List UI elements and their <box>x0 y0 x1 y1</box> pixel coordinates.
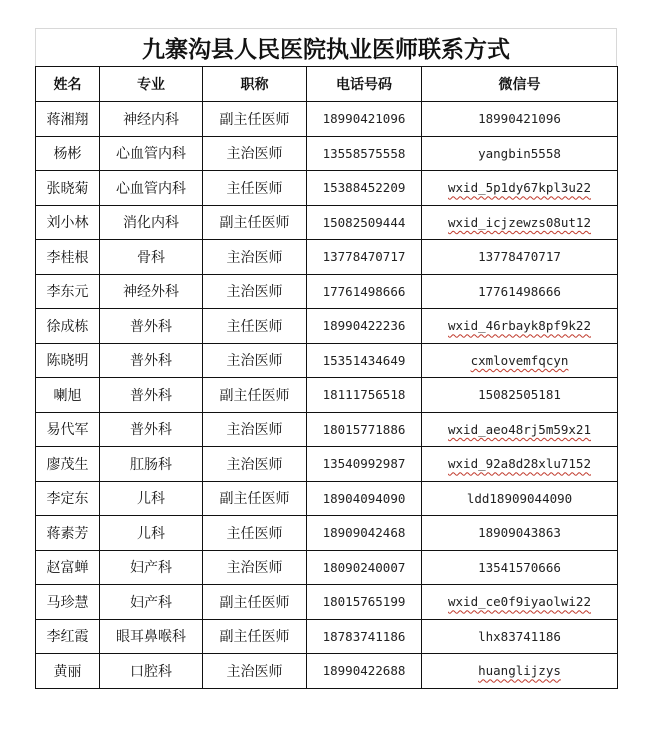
name-cell-text: 徐成栋 <box>46 318 89 335</box>
phone-cell <box>307 481 422 516</box>
table-row <box>36 654 618 689</box>
title-cell-text: 主治医师 <box>226 353 283 370</box>
phone-cell-text: 18990422236 <box>322 318 406 334</box>
phone-cell <box>307 585 422 620</box>
name-cell <box>36 309 100 344</box>
dept-cell <box>100 343 203 378</box>
phone-cell <box>307 378 422 413</box>
phone-cell <box>307 654 422 689</box>
wechat-cell <box>422 274 618 309</box>
title-cell-text: 主治医师 <box>226 249 283 266</box>
wechat-cell-text: wxid_92a8d28xlu7152 <box>448 456 591 472</box>
name-cell-text: 李定东 <box>46 491 89 508</box>
table-row <box>36 205 618 240</box>
header-title: 职称 <box>203 67 307 102</box>
wechat-cell-text: yangbin5558 <box>478 145 561 161</box>
dept-cell-text: 普外科 <box>130 387 172 404</box>
title-cell <box>203 481 307 516</box>
title-cell-text: 主治医师 <box>226 146 283 163</box>
table-row <box>36 412 618 447</box>
phone-cell <box>307 274 422 309</box>
table-row <box>36 447 618 482</box>
title-cell <box>203 240 307 275</box>
phone-cell <box>307 343 422 378</box>
title-cell <box>203 654 307 689</box>
name-cell-text: 蒋素芳 <box>46 525 89 542</box>
name-cell-text: 陈晓明 <box>46 353 89 370</box>
dept-cell-text: 神经内科 <box>123 111 179 128</box>
dept-cell <box>100 654 203 689</box>
header-row <box>36 67 618 102</box>
dept-cell-text: 普外科 <box>130 318 172 335</box>
wechat-cell <box>422 171 618 206</box>
wechat-cell <box>422 240 618 275</box>
dept-cell <box>100 516 203 551</box>
dept-cell-text: 口腔科 <box>130 663 172 680</box>
name-cell <box>36 240 100 275</box>
title-cell-text: 副主任医师 <box>219 629 290 646</box>
wechat-cell-text: ldd18909044090 <box>466 490 573 506</box>
title-cell <box>203 171 307 206</box>
name-cell <box>36 205 100 240</box>
name-cell <box>36 412 100 447</box>
dept-cell-text: 儿科 <box>137 525 165 542</box>
phone-cell-text: 18904094090 <box>322 490 406 506</box>
title-cell-text: 副主任医师 <box>219 491 290 508</box>
name-cell-text: 廖茂生 <box>46 456 89 473</box>
table-row <box>36 240 618 275</box>
wechat-cell <box>422 102 618 137</box>
phone-cell-text: 18111756518 <box>322 387 406 403</box>
table-row <box>36 309 618 344</box>
name-cell <box>36 171 100 206</box>
table-row <box>36 136 618 171</box>
dept-cell <box>100 585 203 620</box>
title-cell <box>203 136 307 171</box>
table-row <box>36 619 618 654</box>
title-cell-text: 副主任医师 <box>219 111 290 128</box>
table-row <box>36 516 618 551</box>
phone-cell-text: 18015771886 <box>322 421 406 437</box>
table-body <box>36 102 618 689</box>
name-cell <box>36 447 100 482</box>
name-cell <box>36 136 100 171</box>
table-row <box>36 585 618 620</box>
title-cell-text: 主任医师 <box>226 318 283 335</box>
dept-cell-text: 消化内科 <box>123 215 179 232</box>
wechat-cell-text: huanglijzys <box>478 663 561 679</box>
name-cell-text: 李红霞 <box>46 629 89 646</box>
wechat-cell <box>422 619 618 654</box>
table-row <box>36 171 618 206</box>
name-cell <box>36 481 100 516</box>
dept-cell-text: 眼耳鼻喉科 <box>116 629 186 646</box>
title-cell-text: 副主任医师 <box>219 387 290 404</box>
dept-cell-text: 儿科 <box>137 491 165 508</box>
wechat-cell <box>422 516 618 551</box>
phone-cell <box>307 550 422 585</box>
phone-cell-text: 18909042468 <box>322 525 406 541</box>
wechat-cell <box>422 550 618 585</box>
wechat-cell-text: wxid_ce0f9iyaolwi22 <box>448 594 591 610</box>
dept-cell-text: 妇产科 <box>130 594 172 611</box>
name-cell <box>36 654 100 689</box>
phone-cell <box>307 412 422 447</box>
name-cell <box>36 378 100 413</box>
name-cell-text: 李东元 <box>46 284 89 301</box>
header-dept: 专业 <box>100 67 203 102</box>
title-cell-text: 主治医师 <box>226 560 283 577</box>
wechat-cell <box>422 654 618 689</box>
table-row <box>36 550 618 585</box>
title-cell <box>203 516 307 551</box>
name-cell-text: 张晓菊 <box>46 180 89 197</box>
wechat-cell <box>422 585 618 620</box>
name-cell <box>36 274 100 309</box>
phone-cell-text: 15388452209 <box>322 180 406 196</box>
dept-cell <box>100 412 203 447</box>
dept-cell <box>100 550 203 585</box>
title-cell <box>203 412 307 447</box>
title-cell-text: 主治医师 <box>226 663 283 680</box>
wechat-cell <box>422 447 618 482</box>
wechat-cell-text: wxid_5p1dy67kpl3u22 <box>448 180 591 196</box>
title-cell <box>203 550 307 585</box>
phone-cell-text: 15351434649 <box>322 352 406 368</box>
phone-cell-text: 17761498666 <box>322 283 406 299</box>
header-phone: 电话号码 <box>307 67 422 102</box>
title-cell-text: 主治医师 <box>226 456 283 473</box>
dept-cell-text: 心血管内科 <box>116 180 186 197</box>
phone-cell-text: 13778470717 <box>322 249 406 265</box>
wechat-cell <box>422 136 618 171</box>
phone-cell-text: 18015765199 <box>322 594 406 610</box>
wechat-cell <box>422 481 618 516</box>
dept-cell-text: 普外科 <box>130 422 172 439</box>
table-row <box>36 481 618 516</box>
wechat-cell-text: wxid_46rbayk8pf9k22 <box>448 318 591 334</box>
wechat-cell-text: 17761498666 <box>478 283 561 299</box>
name-cell-text: 赵富蝉 <box>46 560 89 577</box>
dept-cell <box>100 102 203 137</box>
dept-cell <box>100 274 203 309</box>
phone-cell-text: 18990422688 <box>322 663 406 679</box>
dept-cell-text: 肛肠科 <box>130 456 172 473</box>
table-row <box>36 343 618 378</box>
dept-cell <box>100 447 203 482</box>
wechat-cell-text: cxmlovemfqcyn <box>470 352 569 368</box>
wechat-cell-text: 15082505181 <box>478 387 561 403</box>
wechat-cell <box>422 412 618 447</box>
title-cell <box>203 378 307 413</box>
name-cell-text: 黄丽 <box>53 663 82 680</box>
phone-cell <box>307 447 422 482</box>
title-cell <box>203 309 307 344</box>
title-cell <box>203 447 307 482</box>
title-cell <box>203 205 307 240</box>
name-cell-text: 杨彬 <box>53 146 82 163</box>
phone-cell-text: 15082509444 <box>322 214 406 230</box>
wechat-cell-text: 18909043863 <box>478 525 561 541</box>
dept-cell-text: 心血管内科 <box>116 146 186 163</box>
wechat-cell-text: 13778470717 <box>478 249 561 265</box>
wechat-cell <box>422 309 618 344</box>
title-cell <box>203 343 307 378</box>
dept-cell-text: 神经外科 <box>123 284 179 301</box>
title-cell-text: 主治医师 <box>226 284 283 301</box>
wechat-cell <box>422 343 618 378</box>
title-cell <box>203 274 307 309</box>
name-cell <box>36 550 100 585</box>
dept-cell <box>100 136 203 171</box>
dept-cell <box>100 378 203 413</box>
phone-cell <box>307 205 422 240</box>
name-cell-text: 喇旭 <box>53 387 82 404</box>
header-name: 姓名 <box>36 67 100 102</box>
wechat-cell-text: lhx83741186 <box>478 628 561 644</box>
phone-cell <box>307 309 422 344</box>
name-cell <box>36 102 100 137</box>
name-cell-text: 马珍慧 <box>46 594 89 611</box>
phone-cell-text: 18090240007 <box>322 559 406 575</box>
spreadsheet <box>35 28 617 689</box>
name-cell <box>36 585 100 620</box>
wechat-cell-text: wxid_aeo48rj5m59x21 <box>448 421 591 437</box>
phone-cell <box>307 102 422 137</box>
dept-cell <box>100 240 203 275</box>
table-row <box>36 102 618 137</box>
title-cell-text: 副主任医师 <box>219 594 290 611</box>
title-row <box>35 28 617 66</box>
title-cell-text: 主任医师 <box>226 525 283 542</box>
title-cell <box>203 619 307 654</box>
name-cell <box>36 619 100 654</box>
name-cell <box>36 516 100 551</box>
header-wechat: 微信号 <box>422 67 618 102</box>
page-title: 九寨沟县人民医院执业医师联系方式 <box>142 36 510 63</box>
title-cell-text: 主任医师 <box>226 180 283 197</box>
phone-cell <box>307 619 422 654</box>
name-cell <box>36 343 100 378</box>
dept-cell-text: 妇产科 <box>130 560 172 577</box>
name-cell-text: 李桂根 <box>46 249 89 266</box>
name-cell-text: 蒋湘翔 <box>46 111 89 128</box>
phone-cell <box>307 136 422 171</box>
dept-cell <box>100 481 203 516</box>
phone-cell <box>307 240 422 275</box>
phone-cell-text: 18783741186 <box>322 628 406 644</box>
doctor-contact-table <box>35 66 618 689</box>
dept-cell <box>100 205 203 240</box>
phone-cell <box>307 171 422 206</box>
dept-cell <box>100 309 203 344</box>
dept-cell <box>100 171 203 206</box>
dept-cell <box>100 619 203 654</box>
wechat-cell <box>422 378 618 413</box>
name-cell-text: 易代军 <box>46 422 89 439</box>
phone-cell-text: 13558575558 <box>322 145 406 161</box>
title-cell-text: 主治医师 <box>226 422 283 439</box>
table-row <box>36 274 618 309</box>
phone-cell-text: 13540992987 <box>322 456 406 472</box>
dept-cell-text: 骨科 <box>137 249 165 266</box>
phone-cell <box>307 516 422 551</box>
wechat-cell-text: wxid_icjzewzs08ut12 <box>448 214 591 230</box>
title-cell <box>203 102 307 137</box>
title-cell-text: 副主任医师 <box>219 215 290 232</box>
wechat-cell-text: 18990421096 <box>478 111 561 127</box>
table-row <box>36 378 618 413</box>
dept-cell-text: 普外科 <box>130 353 172 370</box>
wechat-cell-text: 13541570666 <box>478 559 561 575</box>
wechat-cell <box>422 205 618 240</box>
title-cell <box>203 585 307 620</box>
phone-cell-text: 18990421096 <box>322 111 406 127</box>
name-cell-text: 刘小林 <box>46 215 89 232</box>
